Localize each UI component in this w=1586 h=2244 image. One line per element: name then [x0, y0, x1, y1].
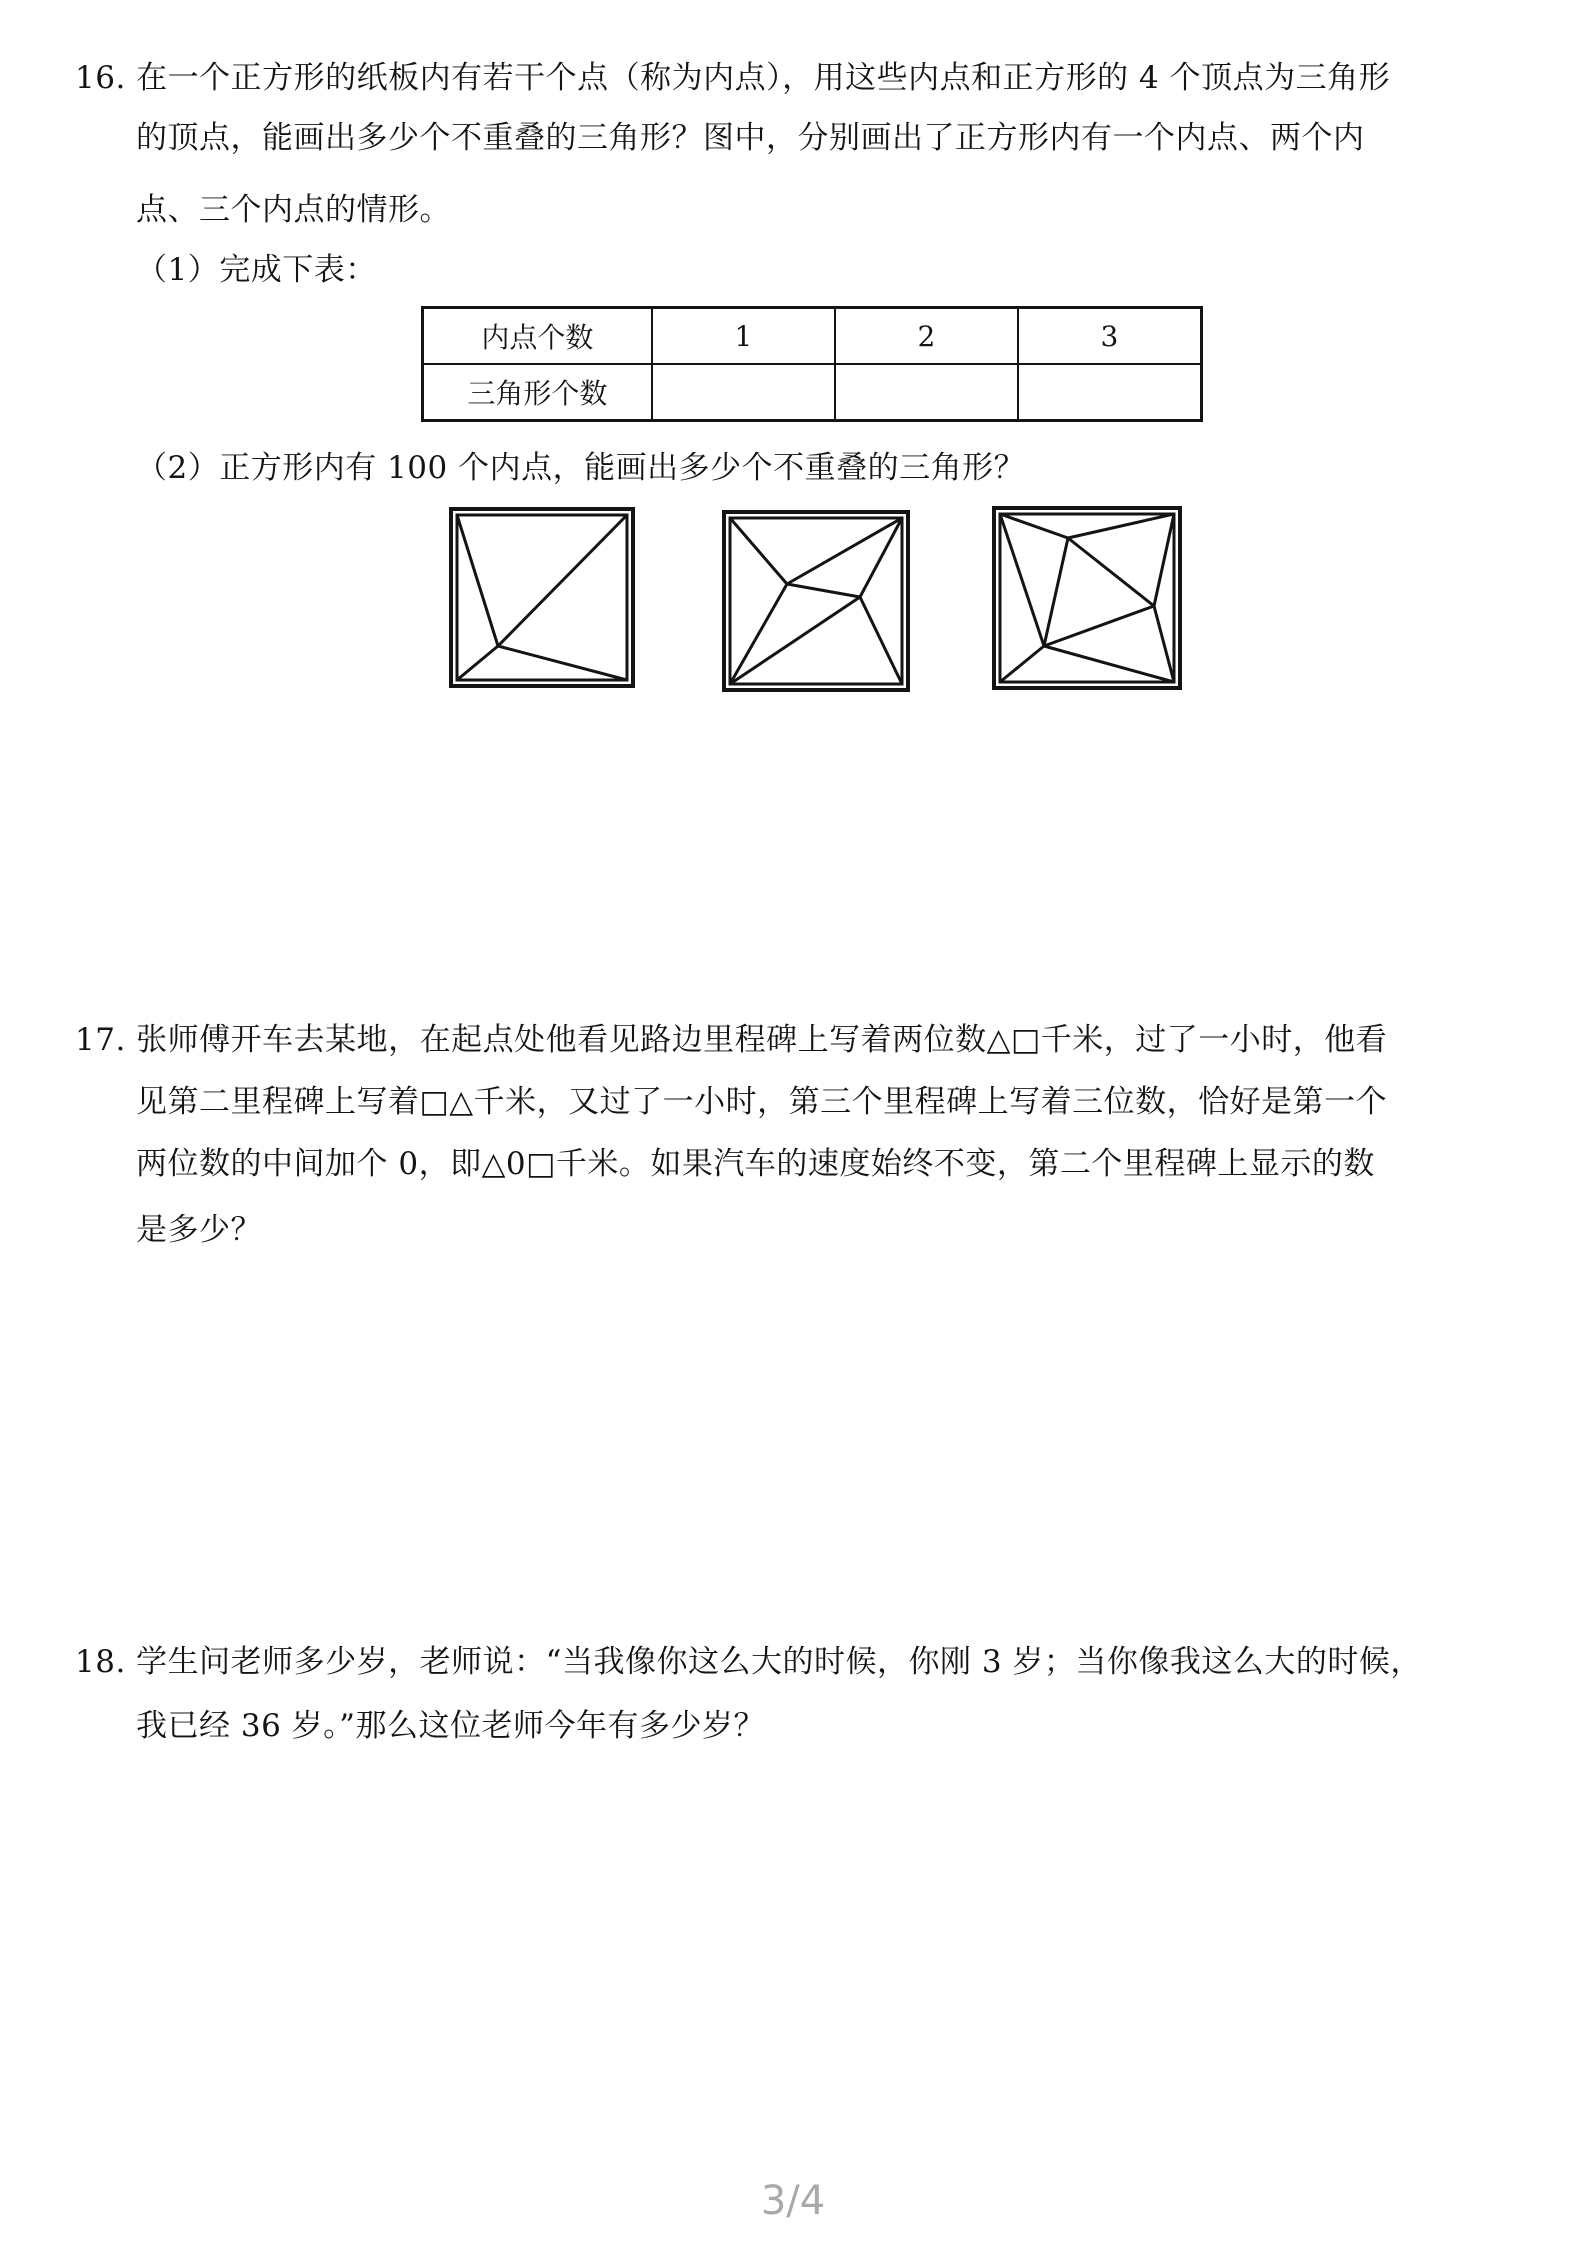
figure-two-inner-points [724, 512, 908, 690]
table-cell-col-2: 2 [835, 308, 1018, 365]
q17-line-2: 见第二里程碑上写着□△千米，又过了一小时，第三个里程碑上写着三位数，恰好是第一个 [136, 1084, 1388, 1120]
figure-2-square [724, 512, 908, 690]
figure-one-inner-point [451, 509, 633, 686]
q16-line-1: 16. 在一个正方形的纸板内有若干个点（称为内点），用这些内点和正方形的 4 个顶点为三角形 [75, 60, 1391, 96]
q18-line-1: 18. 学生问老师多少岁，老师说：“当我像你这么大的时候，你刚 3 岁；当你像我这么大的时候， [75, 1644, 1422, 1680]
page-number: 3/4 [760, 2178, 826, 2224]
q16-line-3: 点、三个内点的情形。 [136, 192, 451, 228]
q17-line-3: 两位数的中间加个 0，即△0□千米。如果汽车的速度始终不变，第二个里程碑上显示的数 [136, 1146, 1375, 1182]
figure-2-inner-frame [730, 518, 902, 684]
q18-line-2: 我已经 36 岁。”那么这位老师今年有多少岁？ [136, 1708, 766, 1744]
q16-part-2-label: （2）正方形内有 100 个内点，能画出多少个不重叠的三角形？ [136, 450, 1026, 486]
q16-line-2: 的顶点，能画出多少个不重叠的三角形？图中，分别画出了正方形内有一个内点、两个内 [136, 120, 1365, 156]
q17-line-1: 17. 张师傅开车去某地，在起点处他看见路边里程碑上写着两位数△□千米，过了一小时，他看 [75, 1022, 1388, 1058]
table-header-triangles: 三角形个数 [423, 364, 652, 421]
table-header-inner-points: 内点个数 [423, 308, 652, 365]
figure-three-inner-points [994, 508, 1180, 688]
triangulation-figures [0, 0, 1586, 720]
table-cell-col-3: 3 [1018, 308, 1202, 365]
table-cell-col-1: 1 [652, 308, 835, 365]
q16-part-1-label: （1）完成下表： [136, 252, 377, 288]
q17-line-4: 是多少？ [136, 1212, 262, 1248]
